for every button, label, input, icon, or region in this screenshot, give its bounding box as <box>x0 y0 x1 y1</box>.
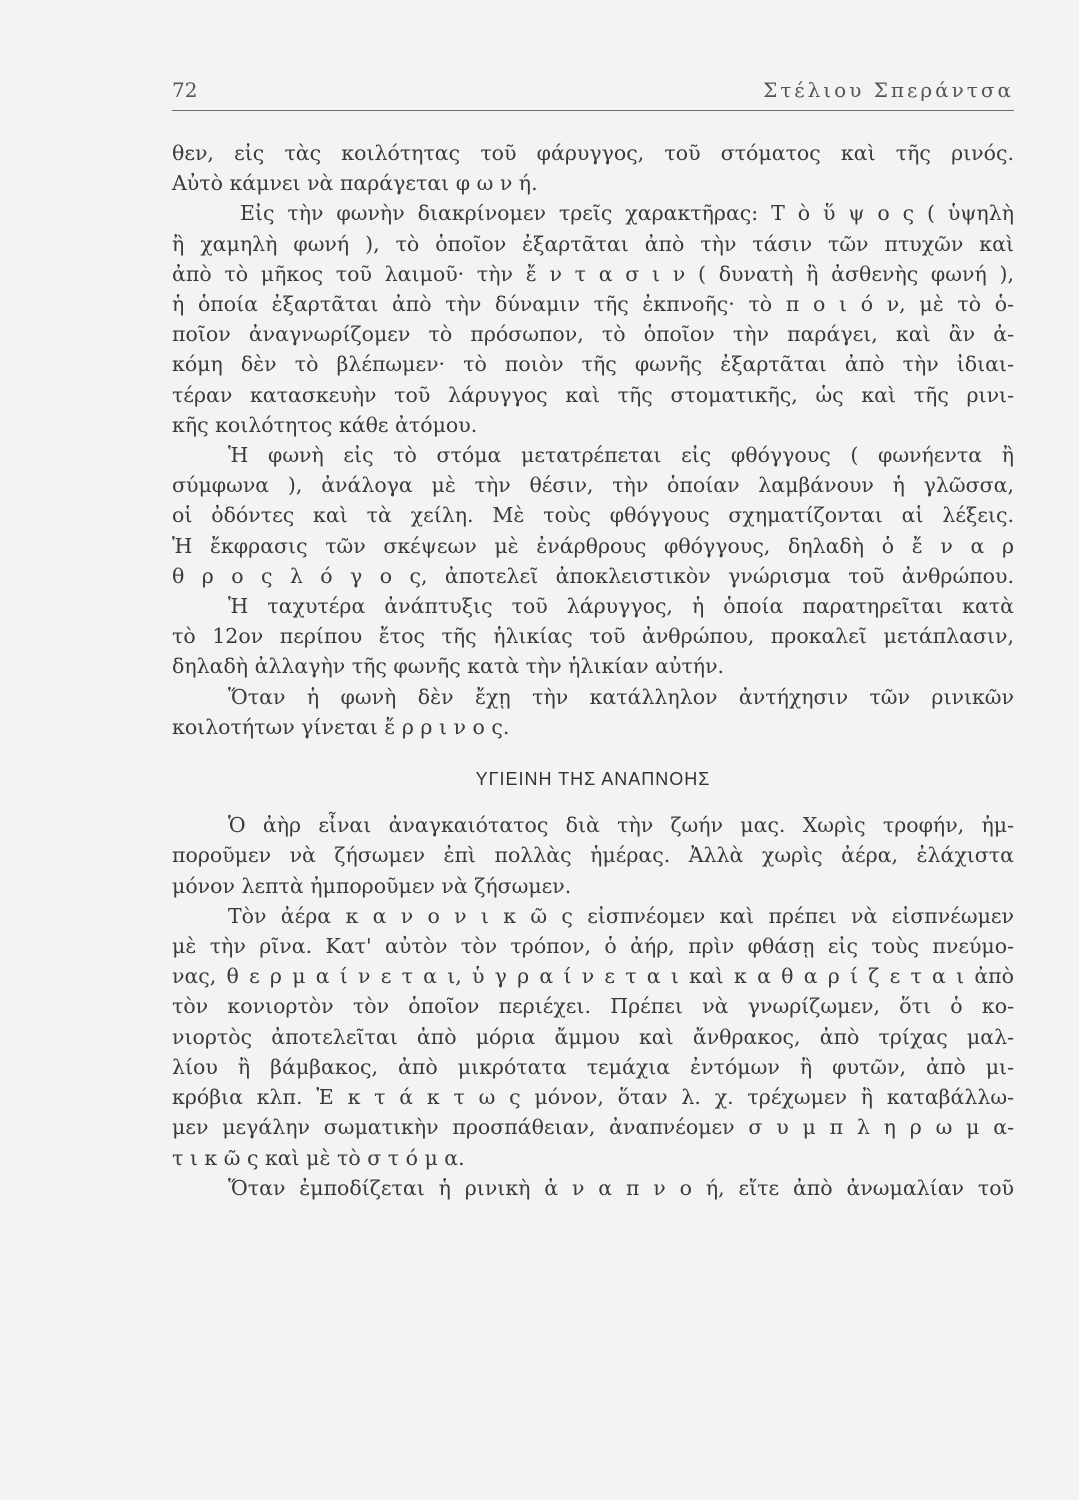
text-line: νιορτὸς ἀποτελεῖται ἀπὸ μόρια ἄμμου καὶ ἄνθρακος, ἀπὸ τρίχας μαλ- <box>172 1024 1014 1049</box>
text-line: Ὅταν ἡ φωνὴ δὲν ἔχῃ τὴν κατάλληλον ἀντήχησιν τῶν ρινικῶν <box>228 684 1014 709</box>
text-line: κρόβια κλπ. Ἐ κ τ ά κ τ ω ς μόνον, ὅταν λ. χ. τρέχωμεν ἢ καταβάλλω- <box>172 1085 1014 1110</box>
text-line: τ ι κ ῶ ς καὶ μὲ τὸ σ τ ό μ α. <box>172 1145 465 1170</box>
text-line: Ἡ ἔκφρασις τῶν σκέψεων μὲ ἐνάρθρους φθόγγους, δηλαδὴ ὁ ἔ ν α ρ <box>172 533 1014 558</box>
text-line: Εἰς τὴν φωνὴν διακρίνομεν τρεῖς χαρακτῆρας: Τ ὸ ὕ ψ ο ς ( ὑψηλὴ <box>240 201 1014 226</box>
text-line: νας, θ ε ρ μ α ί ν ε τ α ι, ὑ γ ρ α ί ν ε τ α ι καὶ κ α θ α ρ ί ζ ε τ α ι ἀπὸ <box>172 964 1014 989</box>
text-line: λίου ἢ βάμβακος, ἀπὸ μικρότατα τεμάχια ἐντόμων ἢ φυτῶν, ἀπὸ μι- <box>172 1054 1014 1079</box>
running-head <box>172 70 1014 111</box>
text-line: τέραν κατασκευὴν τοῦ λάρυγγος καὶ τῆς στοματικῆς, ὡς καὶ τῆς ρινι- <box>172 382 1014 407</box>
text-line: ἡ ὁποία ἐξαρτᾶται ἀπὸ τὴν δύναμιν τῆς ἐκπνοῆς· τὸ π ο ι ό ν, μὲ τὸ ὁ- <box>172 292 1014 317</box>
text-line: σύμφωνα ), ἀνάλογα μὲ τὴν θέσιν, τὴν ὁποίαν λαμβάνουν ἡ γλῶσσα, <box>172 473 1014 498</box>
text-line: κοιλοτήτων γίνεται ἔ ρ ρ ι ν ο ς. <box>172 714 510 739</box>
text-line: οἱ ὀδόντες καὶ τὰ χείλη. Μὲ τοὺς φθόγγους σχηματίζονται αἱ λέξεις. <box>172 503 1014 528</box>
text-line: τὸν κονιορτὸν τὸν ὁποῖον περιέχει. Πρέπει νὰ γνωρίζωμεν, ὅτι ὁ κο- <box>172 994 1014 1019</box>
text-line: μόνον λεπτὰ ἠμποροῦμεν νὰ ζήσωμεν. <box>172 873 572 898</box>
text-line: δηλαδὴ ἀλλαγὴν τῆς φωνῆς κατὰ τὴν ἡλικίαν αὐτήν. <box>172 654 725 679</box>
text-line: μὲ τὴν ρῖνα. Κατ' αὐτὸν τὸν τρόπον, ὁ ἀήρ, πρὶν φθάσῃ εἰς τοὺς πνεύμο- <box>172 934 1014 959</box>
text-line: ἀπὸ τὸ μῆκος τοῦ λαιμοῦ· τὴν ἔ ν τ α σ ι ν ( δυνατὴ ἢ ἀσθενὴς φωνή ), <box>172 261 1014 286</box>
text-line: θ ρ ο ς λ ό γ ο ς, ἀποτελεῖ ἀποκλειστικὸν γνώρισμα τοῦ ἀνθρώπου. <box>172 563 1014 588</box>
text-line: θεν, εἰς τὰς κοιλότητας τοῦ φάρυγγος, τοῦ στόματος καὶ τῆς ρινός. <box>172 141 1014 165</box>
text-line: Τὸν ἀέρα κ α ν ο ν ι κ ῶ ς εἰσπνέομεν καὶ πρέπει νὰ εἰσπνέωμεν <box>228 903 1014 928</box>
running-title: Στέλιου Σπεράντσα <box>763 78 1014 102</box>
section-heading: ΥΓΙΕΙΝΗ ΤΗΣ ΑΝΑΠΝΟΗΣ <box>475 769 711 790</box>
text-line: Ἡ φωνὴ εἰς τὸ στόμα μετατρέπεται εἰς φθόγγους ( φωνήεντα ἢ <box>228 443 1014 468</box>
text-line: ποῖον ἀναγνωρίζομεν τὸ πρόσωπον, τὸ ὁποῖον τὴν παράγει, καὶ ἂν ἀ- <box>172 322 1014 347</box>
text-line: Ὁ ἀὴρ εἶναι ἀναγκαιότατος διὰ τὴν ζωήν μας. Χωρὶς τροφήν, ἠμ- <box>228 813 1014 838</box>
text-line: Αὐτὸ κάμνει νὰ παράγεται φ ω ν ή. <box>172 171 538 196</box>
text-line: κόμη δὲν τὸ βλέπωμεν· τὸ ποιὸν τῆς φωνῆς ἐξαρτᾶται ἀπὸ τὴν ἰδιαι- <box>172 352 1014 377</box>
text-line: Ὅταν ἐμποδίζεται ἡ ρινικὴ ἀ ν α π ν ο ή, εἴτε ἀπὸ ἀνωμαλίαν τοῦ <box>228 1175 1014 1200</box>
text-line: ἢ χαμηλὴ φωνή ), τὸ ὁποῖον ἐξαρτᾶται ἀπὸ τὴν τάσιν τῶν πτυχῶν καὶ <box>172 231 1014 256</box>
text-line: μεν μεγάλην σωματικὴν προσπάθειαν, ἀναπνέομεν σ υ μ π λ η ρ ω μ α- <box>172 1115 1014 1140</box>
text-line: ποροῦμεν νὰ ζήσωμεν ἐπὶ πολλὰς ἡμέρας. Ἀλλὰ χωρὶς ἀέρα, ἐλάχιστα <box>172 843 1014 868</box>
page-number: 72 <box>172 78 198 102</box>
text-line: τὸ 12ον περίπου ἔτος τῆς ἡλικίας τοῦ ἀνθρώπου, προκαλεῖ μετάπλασιν, <box>172 624 1014 649</box>
body-text <box>172 138 1014 1203</box>
text-line: κῆς κοιλότητος κάθε ἀτόμου. <box>172 412 478 437</box>
text-line: Ἡ ταχυτέρα ἀνάπτυξις τοῦ λάρυγγος, ἡ ὁποία παρατηρεῖται κατὰ <box>228 594 1014 619</box>
